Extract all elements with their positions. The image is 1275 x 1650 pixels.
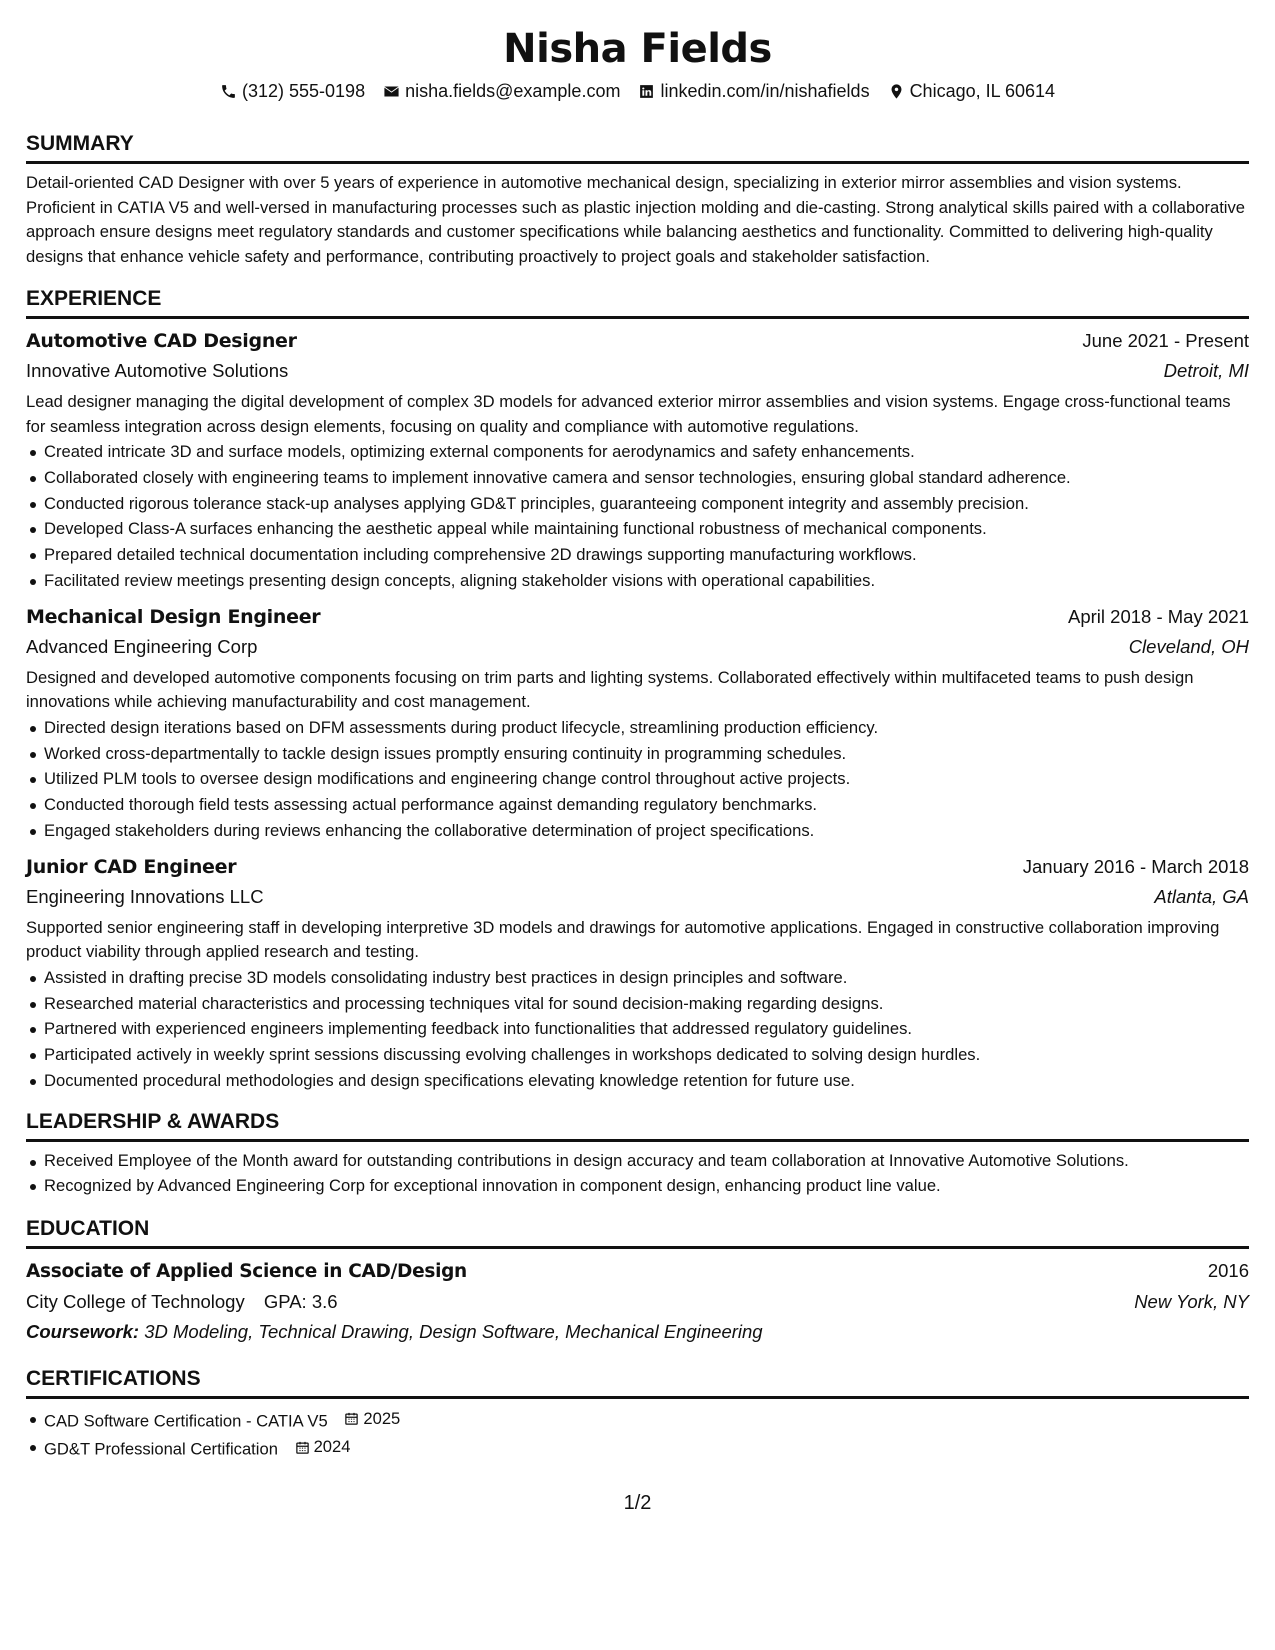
list-item: Created intricate 3D and surface models, optimizing external components for aerodynamics and safety enhancements. [26, 439, 1249, 465]
job-entry [26, 852, 1249, 1094]
job-bullets [26, 715, 1249, 844]
job-title: Junior CAD Engineer [26, 855, 237, 878]
certifications-list [26, 1406, 1249, 1462]
list-item: Worked cross-departmentally to tackle design issues promptly ensuring continuity in programming schedules. [26, 741, 1249, 767]
job-company: Advanced Engineering Corp [26, 635, 258, 657]
list-item: Directed design iterations based on DFM assessments during product lifecycle, streamlining production efficiency. [26, 715, 1249, 741]
contact-location [888, 78, 1055, 104]
list-item: Facilitated review meetings presenting design concepts, aligning stakeholder visions with operational capabilities. [26, 568, 1249, 594]
list-item: Recognized by Advanced Engineering Corp for exceptional innovation in component design, enhancing product line value. [26, 1173, 1249, 1199]
summary-section [26, 130, 1249, 269]
email-text: nisha.fields@example.com [405, 81, 621, 101]
edu-location: New York, NY [1134, 1291, 1249, 1313]
list-item: Received Employee of the Month award for outstanding contributions in design accuracy and team collaboration at Innovative Automotive Solutions. [26, 1149, 1249, 1174]
list-item: Documented procedural methodologies and design specifications elevating knowledge retention for future use. [26, 1068, 1249, 1094]
job-description: Designed and developed automotive components focusing on trim parts and lighting systems. Collaborated effectively within multifaceted teams to push design innovations while achieving manufacturability and cost management. [26, 667, 1194, 712]
coursework-text: 3D Modeling, Technical Drawing, Design Software, Mechanical Engineering [144, 1321, 763, 1343]
experience-heading: EXPERIENCE [26, 285, 1249, 319]
location-text: Chicago, IL 60614 [909, 81, 1056, 101]
job-location: Cleveland, OH [1128, 635, 1249, 657]
linkedin-text: linkedin.com/in/nishafields [660, 81, 870, 101]
list-item: Engaged stakeholders during reviews enhancing the collaborative determination of project specifications. [26, 818, 1249, 844]
summary-heading: SUMMARY [26, 130, 1249, 164]
list-item: Developed Class-A surfaces enhancing the aesthetic appeal while maintaining functional robustness of mechanical components. [26, 516, 1249, 542]
leadership-list [26, 1149, 1249, 1199]
contact-phone [220, 78, 365, 104]
experience-section [26, 285, 1249, 1094]
list-item: Researched material characteristics and processing techniques vital for sound decision-making regarding designs. [26, 991, 1249, 1017]
edu-degree: Associate of Applied Science in CAD/Design [26, 1261, 467, 1283]
job-entry [26, 602, 1249, 844]
leadership-section [26, 1108, 1249, 1199]
contact-linkedin[interactable] [638, 78, 869, 104]
job-description: Lead designer managing the digital development of complex 3D models for advanced exterior mirror assemblies and vision systems. Engage cross-functional teams for seamless integration across design elements, focusing on quality and compliance with automotive regulations. [26, 392, 1231, 436]
contact-row [26, 78, 1249, 104]
job-title: Automotive CAD Designer [26, 330, 297, 352]
job-company: Engineering Innovations LLC [26, 885, 264, 907]
cert-name: GD&T Professional Certification [44, 1439, 278, 1459]
job-bullets [26, 439, 1249, 594]
phone-icon [220, 83, 237, 100]
calendar-icon [295, 1440, 310, 1455]
job-title: Mechanical Design Engineer [26, 605, 321, 628]
job-company: Innovative Automotive Solutions [26, 360, 289, 381]
list-item: Participated actively in weekly sprint sessions discussing evolving challenges in workshops dedicated to solving design hurdles. [26, 1042, 1249, 1068]
job-location: Atlanta, GA [1154, 885, 1249, 907]
list-item: Partnered with experienced engineers implementing feedback into functionalities that addressed regulatory guidelines. [26, 1016, 1249, 1042]
edu-school: City College of Technology [26, 1291, 245, 1313]
map-pin-icon [888, 83, 905, 100]
contact-email[interactable] [383, 78, 620, 104]
job-dates: January 2016 - March 2018 [1022, 855, 1249, 877]
linkedin-icon [638, 83, 655, 100]
job-description: Supported senior engineering staff in developing interpretive 3D models and drawings for automotive applications. Engaged in constructive collaboration improving product viability through applied research and testing. [26, 917, 1220, 962]
cert-name: CAD Software Certification - CATIA V5 [44, 1411, 328, 1431]
candidate-name: Nisha Fields [503, 26, 772, 72]
list-item: Assisted in drafting precise 3D models consolidating industry best practices in design principles and software. [26, 965, 1249, 991]
certifications-section [26, 1365, 1249, 1462]
phone-text: (312) 555-0198 [241, 81, 366, 101]
list-item: Conducted rigorous tolerance stack-up analyses applying GD&T principles, guaranteeing component integrity and assembly precision. [26, 491, 1249, 517]
edu-gpa: GPA: 3.6 [263, 1291, 338, 1313]
list-item: Prepared detailed technical documentation including comprehensive 2D drawings supporting manufacturing workflows. [26, 542, 1249, 568]
job-bullets [26, 965, 1249, 1094]
edu-year: 2016 [1207, 1260, 1249, 1282]
envelope-icon [383, 83, 400, 100]
page-number: 1/2 [623, 1492, 652, 1514]
job-dates: June 2021 - Present [1082, 330, 1249, 351]
education-heading: EDUCATION [26, 1215, 1249, 1249]
job-entry [26, 326, 1249, 594]
job-location: Detroit, MI [1163, 360, 1249, 381]
list-item [26, 1406, 1249, 1434]
summary-text: Detail-oriented CAD Designer with over 5 years of experience in automotive mechanical design, specializing in exterior mirror assemblies and vision systems. Proficient in CATIA V5 and well-versed in manufacturing processes such as plastic injection molding and die-casting. Strong analytical skills paired with a collaborative approach ensure designs meet regulatory standards and customer specifications while balancing aesthetics and functionality. Committed to delivering high-quality designs that enhance vehicle safety and performance, contributing proactively to project goals and stakeholder satisfaction. [26, 173, 1246, 266]
cert-year: 2025 [363, 1409, 401, 1429]
list-item: Collaborated closely with engineering teams to implement innovative camera and sensor technologies, ensuring global standard adherence. [26, 465, 1249, 491]
education-section [26, 1215, 1249, 1347]
list-item: Conducted thorough field tests assessing actual performance against demanding regulatory benchmarks. [26, 792, 1249, 818]
calendar-icon [344, 1411, 359, 1426]
cert-year: 2024 [313, 1437, 351, 1457]
coursework-label: Coursework: [26, 1321, 140, 1343]
certifications-heading: CERTIFICATIONS [26, 1365, 1249, 1399]
list-item: Utilized PLM tools to oversee design modifications and engineering change control throughout active projects. [26, 766, 1249, 792]
job-dates: April 2018 - May 2021 [1068, 605, 1249, 627]
leadership-heading: LEADERSHIP & AWARDS [26, 1108, 1249, 1142]
edu-coursework [26, 1317, 1249, 1347]
resume-page [26, 0, 1249, 1462]
list-item [26, 1434, 1249, 1462]
